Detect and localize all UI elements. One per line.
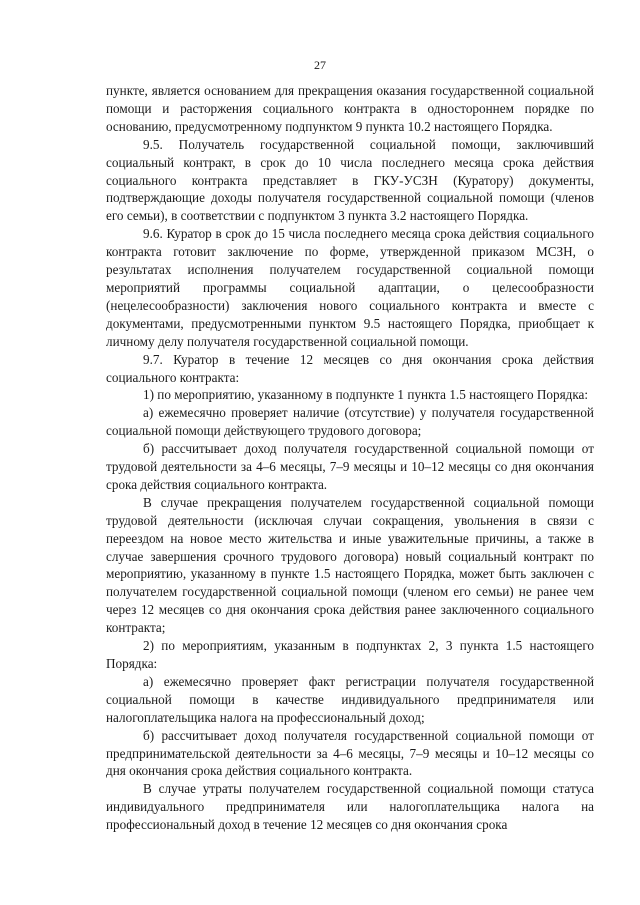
paragraph-9-7: 9.7. Куратор в течение 12 месяцев со дня окончания срока действия социального контракта:	[106, 351, 594, 385]
paragraph-9-5: 9.5. Получатель государственной социальной помощи, заключивший социальный контракт, в срок до 10 числа последнего месяца срока действия социального контракта представляет в ГКУ-УСЗН (Куратору) документы, подтверждающие доходы получателя государственной социальной помощи (членов его семьи), в соответствии с подпунктом 3 пункта 3.2 настоящего Порядка.	[106, 136, 594, 224]
paragraph-termination-case: В случае прекращения получателем государственной социальной помощи трудовой деятельности (исключая случаи сокращения, увольнения в связи с переездом на новое место жительства и иные уважительные причины, а также в случае завершения срочного трудового договора) новый социальный контракт по мероприятию, указанному в пункте 1.5 настоящего Порядка, может быть заключен с получателем государственной социальной помощи (членом его семьи) не ранее чем через 12 месяцев со дня окончания срока действия ранее заключенного социального контракта;	[106, 494, 594, 636]
item-1b: б) рассчитывает доход получателя государственной социальной помощи от трудовой деятельности за 4–6 месяцы, 7–9 месяцы и 10–12 месяцы со дня окончания срока действия социального контракта.	[106, 441, 594, 492]
document-body	[106, 82, 594, 834]
item-2a: а) ежемесячно проверяет факт регистрации получателя государственной социальной помощи в качестве индивидуального предпринимателя или налогоплательщика налога на профессиональный доход;	[106, 673, 594, 725]
paragraph-continuation: пункте, является основанием для прекращения оказания государственной социальной помощи и расторжения социального контракта в одностороннем порядке по основанию, предусмотренному подпунктом 9 пункта 10.2 настоящего Порядка.	[106, 83, 594, 134]
subparagraph-1: 1) по мероприятию, указанному в подпункте 1 пункта 1.5 настоящего Порядка:	[143, 387, 589, 403]
item-1a: а) ежемесячно проверяет наличие (отсутствие) у получателя государственной социальной помощи действующего трудового договора;	[106, 405, 594, 439]
paragraph-status-loss-case: В случае утраты получателем государственной социальной помощи статуса индивидуального предпринимателя или налогоплательщика налога на профессиональный доход в течение 12 месяцев со дня окончания срока	[106, 781, 594, 833]
page-number: 27	[314, 58, 326, 72]
paragraph-9-6: 9.6. Куратор в срок до 15 числа последнего месяца срока действия социального контракта готовит заключение по форме, утвержденной приказом МСЗН, о результатах исполнения получателем государственной социальной помощи мероприятий программы социальной адаптации, о целесообразности (нецелесообразности) заключения нового социального контракта и вместе с документами, предусмотренными пунктом 9.5 настоящего Порядка, приобщает к личному делу получателя государственной социальной помощи.	[106, 226, 594, 349]
item-2b: б) рассчитывает доход получателя государственной социальной помощи от предпринимательской деятельности за 4–6 месяцы, 7–9 месяцы и 10–12 месяцы со дня окончания срока действия социального контракта.	[106, 727, 594, 779]
subparagraph-2: 2) по мероприятиям, указанным в подпунктах 2, 3 пункта 1.5 настоящего Порядка:	[106, 638, 594, 671]
